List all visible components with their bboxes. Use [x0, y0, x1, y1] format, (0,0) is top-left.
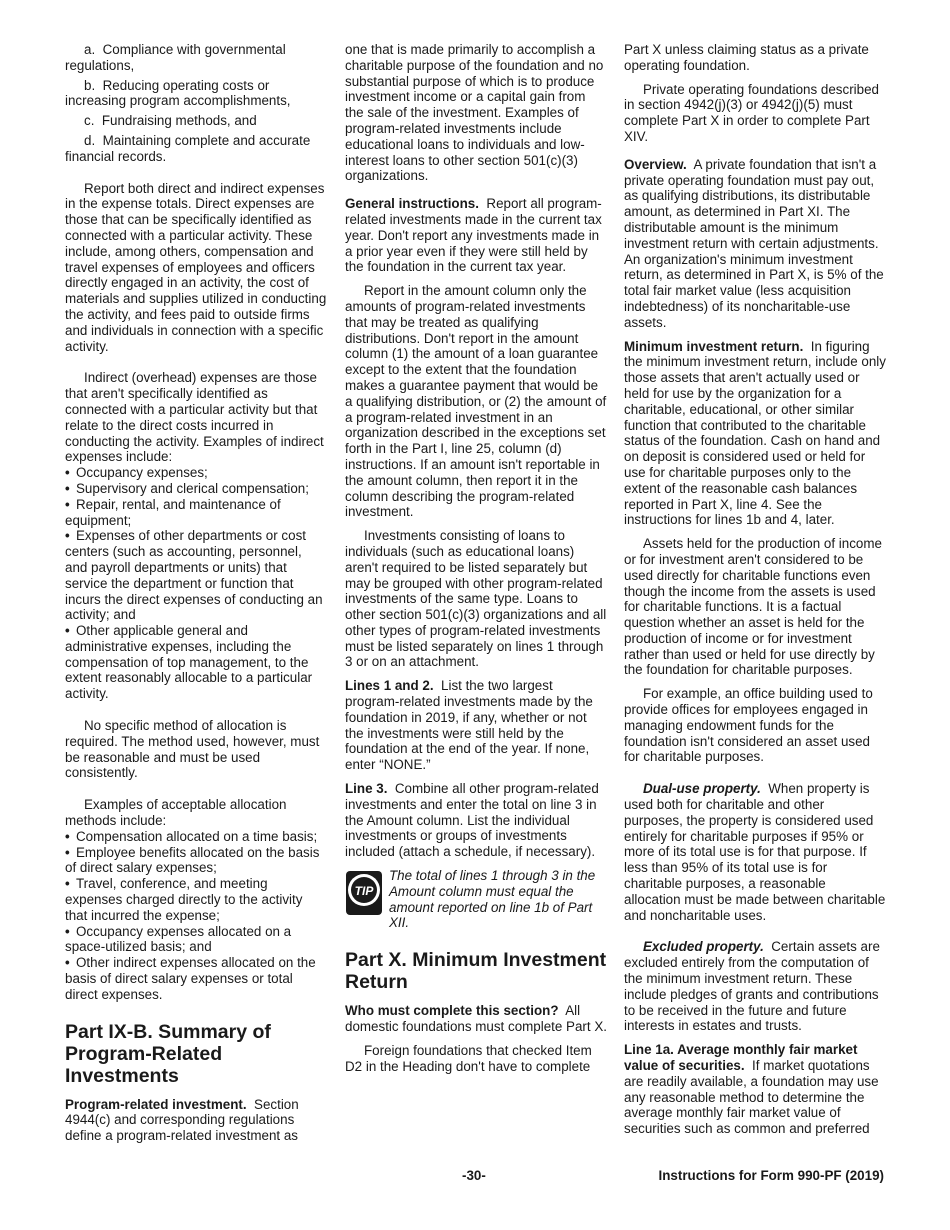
bullet-item: • Occupancy expenses allocated on a space-utilized basis; and — [65, 924, 327, 956]
bullet-item: • Repair, rental, and maintenance of equipment; — [65, 497, 327, 529]
paragraph-program-related-investment — [65, 1097, 327, 1144]
paragraph-office-building: For example, an office building used to provide offices for employees engaged in managing endowment funds for the foundation isn't considered an asset used for charitable purposes. — [624, 686, 873, 765]
bullet-item: • Expenses of other departments or cost centers (such as accounting, personnel, and payroll departments or units) that service the department or function that incurs the direct expenses of conducting an activity; and — [65, 528, 327, 623]
paragraph-overview — [624, 157, 886, 331]
paragraph-direct-expenses: Report both direct and indirect expenses in the expense totals. Direct expenses are those that can be specifically identified as connected with a particular activity. These include, among others, compensation and travel expenses of employees and officers directly engaged in an activity, the cost of materials and supplies utilized in conducting the activity, and fees paid to outside firms and individuals in connection with a specific activity. — [65, 180, 327, 354]
paragraph-allocation-examples: Examples of acceptable allocation methods include: — [65, 797, 287, 829]
paragraph-private-operating: Private operating foundations described in section 4942(j)(3) or 4942(j)(5) must complete Part X in order to complete Part XIV. — [624, 81, 879, 144]
paragraph-text: Report all program-related investments made in the current tax year. Don't report any investments made in a prior year even if they were still held by the foundation in the current tax year. — [345, 196, 602, 275]
paragraph-loans: Investments consisting of loans to individuals (such as educational loans) aren't required to be listed separately but may be grouped with other program-related investments of the same type. Loans to other section 501(c)(3) organizations and all other types of program-related investments must be listed separately on lines 1 through 3 or on an attachment. — [345, 528, 607, 670]
list-item: c. Fundraising methods, and — [84, 113, 257, 129]
paragraph-excluded-property — [624, 939, 886, 1034]
tip-badge-label: TIP — [354, 884, 374, 899]
paragraph-indirect-expenses: Indirect (overhead) expenses are those that aren't specifically identified as connected with a particular activity but that relate to the direct costs incurred in conducting the activity. Examples of indirect expenses include: — [65, 370, 324, 465]
paragraph-continued: Part X unless claiming status as a private operating foundation. — [624, 42, 869, 73]
run-in-heading: Program-related investment. — [65, 1096, 247, 1112]
paragraph-text: When property is used both for charitable and other purposes, the property is considered used entirely for charitable purposes if 95% or more of its total use is for that purpose. If less than 95% of its total use is for charitable purposes, a reasonable allocation must be made between charitable and noncharitable uses. — [624, 781, 886, 923]
indirect-expense-bullets — [65, 465, 327, 702]
run-in-heading: General instructions. — [345, 196, 479, 212]
bullet-item: • Supervisory and clerical compensation; — [65, 481, 327, 497]
bullet-item: • Occupancy expenses; — [65, 465, 327, 481]
paragraph-assets-held: Assets held for the production of income or for investment aren't considered to be used directly for charitable functions even though the income from the assets is used for charitable functions. It is a factual question whether an asset is held for the production of income or for investment rather than used or held for use directly by the foundation for charitable purposes. — [624, 536, 882, 678]
run-in-heading: Lines 1 and 2. — [345, 678, 434, 694]
paragraph-text: List the two largest program-related investments made by the foundation in 2019, if any, whether or not the investments were still held by the foundation at the end of the year. If none, enter “NONE.” — [345, 678, 593, 773]
paragraph-text: A private foundation that isn't a private operating foundation must pay out, as qualifying distributions, its distributable amount, as determined in Part XI. The distributable amount is the minimum investment return with certain adjustments. An organization's minimum investment return, as determined in Part X, is 5% of the total fair market value (less acquisition indebtedness) of its noncharitable-use assets. — [624, 156, 884, 330]
bullet-item: • Employee benefits allocated on the basis of direct salary expenses; — [65, 845, 327, 877]
page-footer — [0, 1168, 950, 1188]
list-item: b. Reducing operating costs or increasing program accomplishments, — [65, 77, 291, 109]
run-in-heading: Line 3. — [345, 781, 388, 797]
bullet-item: • Other applicable general and administrative expenses, including the compensation of top management, to the extent reasonably allocable to a particular activity. — [65, 623, 327, 702]
paragraph-dual-use-property — [624, 781, 886, 923]
paragraph-amount-column: Report in the amount column only the amounts of program-related investments that may be treated as qualifying distributions. Don't report in the amount column (1) the amount of a loan guarantee except to the extent that the foundation makes a guarantee payment that would be a qualifying distribution, or (2) the amount of a program-related investment in an organization described in the exceptions set forth in the Part I, line 25, column (d) instructions. If an amount isn't reportable in the amount column, then report it in the column describing the program-related investment. — [345, 283, 607, 520]
paragraph-text: All domestic foundations must complete Part X. — [345, 1003, 607, 1035]
bullet-item: • Compensation allocated on a time basis; — [65, 829, 327, 845]
column-middle — [345, 42, 607, 1082]
paragraph-text: Combine all other program-related investments and enter the total on line 3 in the Amount column. List the individual investments or groups of investments included (attach a schedule, if necessary). — [345, 781, 599, 860]
run-in-heading: Overview. — [624, 156, 687, 172]
paragraph-continued: one that is made primarily to accomplish a charitable purpose of the foundation and no substantial purpose of which is to produce investment income or a capital gain from the sale of the investment. Examples of program-related investments include educational loans to individuals and low-interest loans to other section 501(c)(3) organizations. — [345, 42, 604, 184]
run-in-heading: Excluded property. — [643, 939, 764, 955]
section-heading-part-x: Part X. Minimum Investment Return — [345, 949, 607, 994]
paragraph-text: If market quotations are readily available, a foundation may use any reasonable method to determine the average monthly fair market value of securities such as common and preferred — [624, 1058, 879, 1137]
column-left — [65, 42, 327, 1152]
form-title: Instructions for Form 990-PF (2019) — [658, 1168, 884, 1183]
tip-text: The total of lines 1 through 3 in the Amount column must equal the amount reported on line 1b of Part XII. — [389, 868, 596, 931]
paragraph-line-3 — [345, 781, 607, 860]
section-heading-part-ixb: Part IX-B. Summary of Program-Related Investments — [65, 1020, 271, 1087]
bullet-item: • Other indirect expenses allocated on the basis of direct salary expenses or total direct expenses. — [65, 955, 327, 1002]
paragraph-text: Section 4944(c) and corresponding regulations define a program-related investment as — [65, 1096, 299, 1144]
list-item: d. Maintaining complete and accurate financial records. — [65, 132, 311, 164]
paragraph-foreign-foundations: Foreign foundations that checked Item D2 in the Heading don't have to complete — [345, 1042, 592, 1074]
run-in-heading: Line 1a. Average monthly fair market value of securities. — [624, 1042, 858, 1074]
paragraph-line-1a — [624, 1042, 886, 1137]
run-in-heading: Who must complete this section? — [345, 1003, 559, 1019]
paragraph-general-instructions — [345, 196, 607, 275]
paragraph-text: In figuring the minimum investment return, include only those assets that aren't actually used or held for use by the organization for a charitable, educational, or other similar function that contributed to the charitable status of the foundation. Cash on hand and on deposit is considered used or held for use for charitable purposes only to the extent of the reasonable cash balances reported in Part X, line 4. See the instructions for lines 1b and 4, later. — [624, 338, 886, 528]
paragraph-no-method: No specific method of allocation is required. The method used, however, must be reasonable and must be used consistently. — [65, 718, 320, 781]
bullet-item: • Travel, conference, and meeting expenses charged directly to the activity that incurred the expense; — [65, 876, 327, 923]
page-number: -30- — [462, 1168, 486, 1183]
column-right — [624, 42, 886, 1145]
paragraph-text: Certain assets are excluded entirely from the computation of the minimum investment return. These include pledges of grants and contributions to be received in the future and future interests in estates and trusts. — [624, 939, 880, 1034]
paragraph-who-must-complete — [345, 1003, 607, 1035]
allocation-method-bullets — [65, 829, 327, 1003]
tip-icon — [345, 870, 383, 916]
run-in-heading: Minimum investment return. — [624, 338, 804, 354]
paragraph-minimum-investment-return — [624, 339, 886, 529]
run-in-heading: Dual-use property. — [643, 781, 761, 797]
paragraph-lines-1-2 — [345, 678, 607, 773]
tip-callout — [345, 868, 607, 931]
list-item: a. Compliance with governmental regulations, — [65, 42, 286, 73]
